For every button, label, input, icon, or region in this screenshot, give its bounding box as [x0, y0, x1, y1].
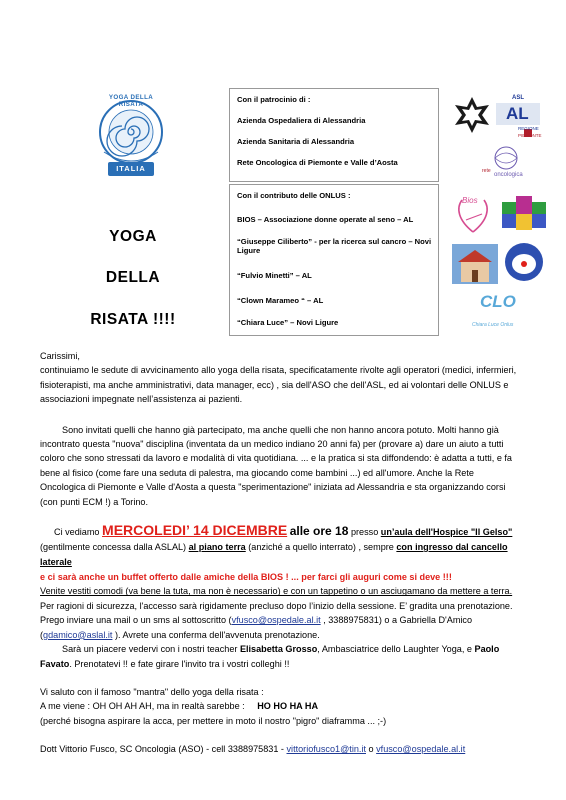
asl-al-logo — [494, 95, 542, 143]
teachers-paragraph — [40, 642, 520, 671]
aso-star-logo — [452, 95, 492, 135]
asl-al-label: AL — [506, 104, 529, 123]
contributo-item: “Chiara Luce” – Novi Ligure — [237, 318, 339, 327]
mantra-text: A me viene : OH OH AH AH, ma in realtà sarebbe : — [40, 701, 245, 712]
email-gdamico-link[interactable]: gdamico@aslal.it — [43, 629, 113, 640]
email-vfusco-link[interactable]: vfusco@ospedale.al.it — [231, 615, 321, 626]
practical-info — [40, 584, 520, 642]
meeting-time: alle ore 18 — [289, 524, 349, 539]
patrocinio-item: Azienda Ospedaliera di Alessandria — [237, 116, 366, 125]
teachers-text-2: , Ambasciatrice dello Laughter Yoga, e — [317, 644, 475, 655]
chiara-luce-label: Chiara Luce Onlus — [472, 322, 514, 328]
contributo-box — [229, 184, 439, 336]
clown-marameo-logo — [504, 240, 544, 284]
chiara-luce-logo — [472, 290, 526, 334]
piemonte-label: PIEMONTE — [518, 133, 542, 138]
meeting-date: MERCOLEDI’ 14 DICEMBRE — [102, 522, 288, 539]
title-line-3: RISATA !!!! — [90, 311, 176, 328]
house-icon — [452, 244, 498, 284]
teachers-text-3: . Prenotatevi !! e fate girare l'invito tra i vostri colleghi !! — [69, 658, 290, 669]
teachers-text: Sarà un piacere vedervi con i nostri teacher — [62, 644, 240, 655]
puzzle-icon — [502, 196, 546, 236]
meeting-floor-note: (anziché a quello interrato) , sempre — [248, 542, 394, 553]
title-line-2: DELLA — [105, 269, 161, 286]
email-vfusco-signature-link[interactable]: vfusco@ospedale.al.it — [376, 744, 466, 755]
letter-body — [40, 349, 520, 757]
greeting: Carissimi, — [40, 351, 80, 361]
signature-text: Dott Vittorio Fusco, SC Oncologia (ASO) - cell 3388975831 - — [40, 744, 287, 755]
regione-label: REGIONE — [518, 126, 539, 131]
event-title — [58, 228, 208, 329]
bios-logo — [452, 190, 494, 234]
mantra-intro: Vi saluto con il famoso "mantra" dello yoga della risata : — [40, 686, 264, 697]
contributo-item: BIOS – Associazione donne operate al seno – AL — [237, 215, 414, 224]
contributo-item: “Clown Marameo “ – AL — [237, 296, 324, 305]
clo-label: CLO — [480, 292, 516, 311]
meeting-lead: Ci vediamo — [54, 527, 100, 538]
bios-label: Bios — [462, 196, 478, 205]
patrocinio-box — [229, 88, 439, 182]
mantra-real: HO HO HA HA — [257, 701, 319, 712]
signature-or: o — [366, 744, 377, 755]
teacher-elisabetta: Elisabetta Grosso — [239, 644, 318, 655]
meeting-entrance: con ingresso dal cancello laterale — [40, 542, 508, 568]
logo-top-text: YOGA DELLA RISATA — [108, 94, 154, 108]
contributo-heading: Con il contributo delle ONLUS : — [237, 191, 351, 200]
meeting-presso: presso — [350, 527, 379, 538]
rete-label: rete — [482, 168, 491, 174]
mantra-line — [40, 699, 520, 713]
meeting-floor: al piano terra — [188, 542, 246, 553]
meeting-place: un’aula dell'Hospice "Il Gelso" — [380, 527, 513, 538]
signature — [40, 742, 520, 756]
contributo-item: “Fulvio Minetti” – AL — [237, 271, 312, 280]
clown-icon — [504, 240, 544, 284]
mantra-note: (perché bisogna aspirare la acca, per mettere in moto il nostro "pigro" diaframma ... ;-) — [40, 715, 387, 726]
yoga-della-risata-logo — [98, 92, 164, 182]
booking-note-3: ). Avrete una conferma dell'avvenuta prenotazione. — [112, 629, 320, 640]
paragraph-invitation: Sono invitati quelli che hanno già partecipato, ma anche quelli che non hanno ancora potuto. Molti hanno già incontrato questa "nuova" disciplina (inventata da un medico indiano 20 anni fa) per (provare a) dare un aiuto a tutti coloro che sono stressati da lavoro e modalità di vita quotidiana. ... e la pratica si sta diffondendo: è adatta a tutti, e fa bene al fisico (come fare una seduta di palestra, ma giocando come bambini ...) ed all'umore. Anche la Rete Oncologica di Piemonte e Valle d'Aosta a questa "sperimentazione" iniziata ad Alessandria e sta organizzando corsi (con punti ECM !) a Torino. — [40, 424, 512, 507]
meeting-courtesy: (gentilmente concessa dalla ASLAL) — [40, 542, 187, 553]
star-icon — [452, 95, 492, 135]
patrocinio-heading: Con il patrocinio di : — [237, 95, 311, 104]
ciliberto-logo — [502, 196, 546, 236]
minetti-logo — [452, 244, 498, 284]
teacher-paolo: Paolo Favato — [40, 644, 500, 669]
title-line-1: YOGA — [109, 228, 157, 245]
booking-note-2: , 3388975831) o a Gabriella D'Amico ( — [40, 615, 473, 640]
patrocinio-item: Rete Oncologica di Piemonte e Valle d’Aosta — [237, 158, 398, 167]
asl-label: ASL — [512, 95, 524, 101]
logo-bottom-text: ITALIA — [116, 164, 146, 173]
oncologica-label: oncologica — [494, 172, 523, 178]
clothing-note: Venite vestiti comodi (va bene la tuta, ma non è necessario) e con un tappetino o un asciugamano da mettere a terra. — [40, 586, 513, 597]
patrocinio-item: Azienda Sanitaria di Alessandria — [237, 137, 355, 146]
booking-note: Per ragioni di sicurezza, l'accesso sarà rigidamente precluso dopo l’inizio della sessione. E’ gradita una prenotazione. Prego inviare una mail o un sms al sottoscritto ( — [40, 600, 513, 626]
meeting-info — [40, 523, 520, 570]
rete-oncologica-logo — [482, 144, 534, 180]
contributo-item: “Giuseppe Ciliberto” - per la ricerca sul cancro – Novi Ligure — [237, 237, 432, 256]
email-vittoriofusco-link[interactable]: vittoriofusco1@tin.it — [286, 744, 366, 755]
buffet-note: e ci sarà anche un buffet offerto dalle amiche della BIOS ! ... per farci gli auguri come si deve !!! — [40, 572, 452, 583]
paragraph-intro: continuiamo le sedute di avvicinamento allo yoga della risata, specificatamente rivolte agli operatori (medici, infermieri, fisioterapisti, ma anche amministrativi, data manager, ecc) , sia dell'ASO che dell'ASL, ed ai volontari delle ONLUS e associazioni impegnate nell’assistenza ai pazienti. — [40, 365, 517, 405]
